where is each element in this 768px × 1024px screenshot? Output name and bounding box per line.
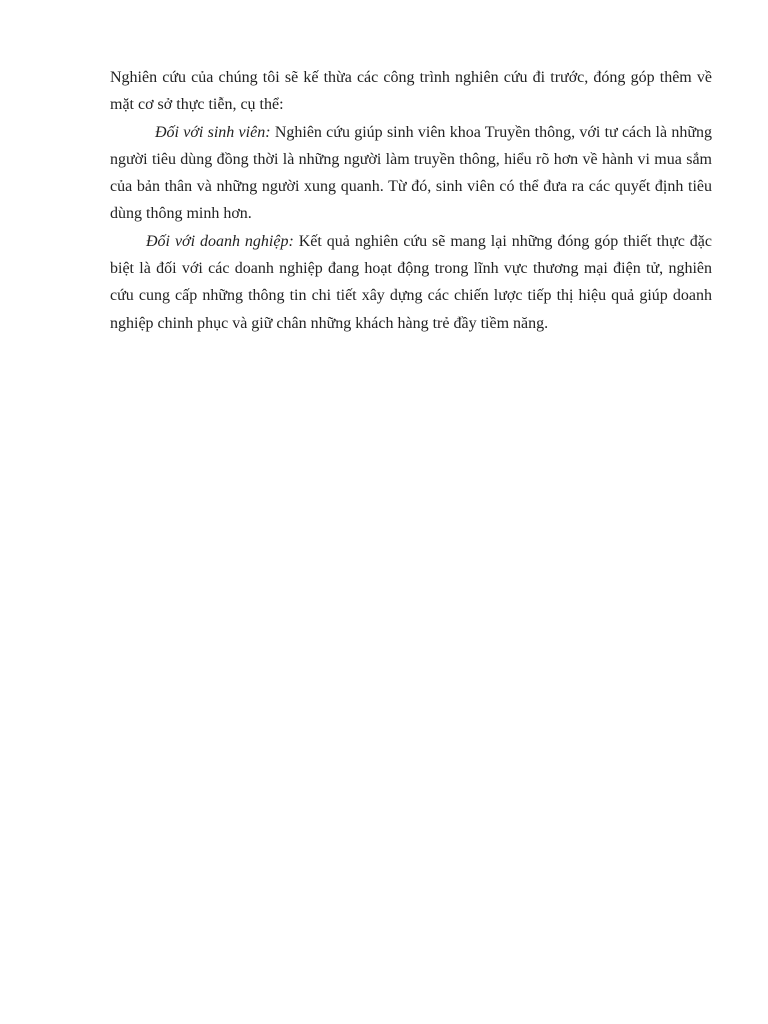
business-paragraph bbox=[110, 228, 712, 337]
document-body bbox=[110, 64, 712, 337]
students-paragraph-body: Nghiên cứu giúp sinh viên khoa Truyền thông, với tư cách là những người tiêu dùng đồng thời là những người làm truyền thông, hiểu rõ hơn về hành vi mua sắm của bản thân và những người xung quanh. Từ đó, sinh viên có thể đưa ra các quyết định tiêu dùng thông minh hơn. bbox=[110, 123, 713, 223]
intro-paragraph: Nghiên cứu của chúng tôi sẽ kế thừa các công trình nghiên cứu đi trước, đóng góp thêm về mặt cơ sở thực tiễn, cụ thể: bbox=[110, 69, 712, 114]
business-paragraph-lead: Đối với doanh nghiệp: bbox=[146, 232, 294, 250]
students-paragraph-lead: Đối với sinh viên: bbox=[155, 123, 271, 141]
business-paragraph-body: Kết quả nghiên cứu sẽ mang lại những đóng góp thiết thực đặc biệt là đối với các doanh nghiệp đang hoạt động trong lĩnh vực thương mại điện tử, nghiên cứu cung cấp những thông tin chi tiết xây dựng các chiến lược tiếp thị hiệu quả giúp doanh nghiệp chinh phục và giữ chân những khách hàng trẻ đầy tiềm năng. bbox=[110, 232, 712, 332]
students-paragraph bbox=[110, 119, 712, 228]
